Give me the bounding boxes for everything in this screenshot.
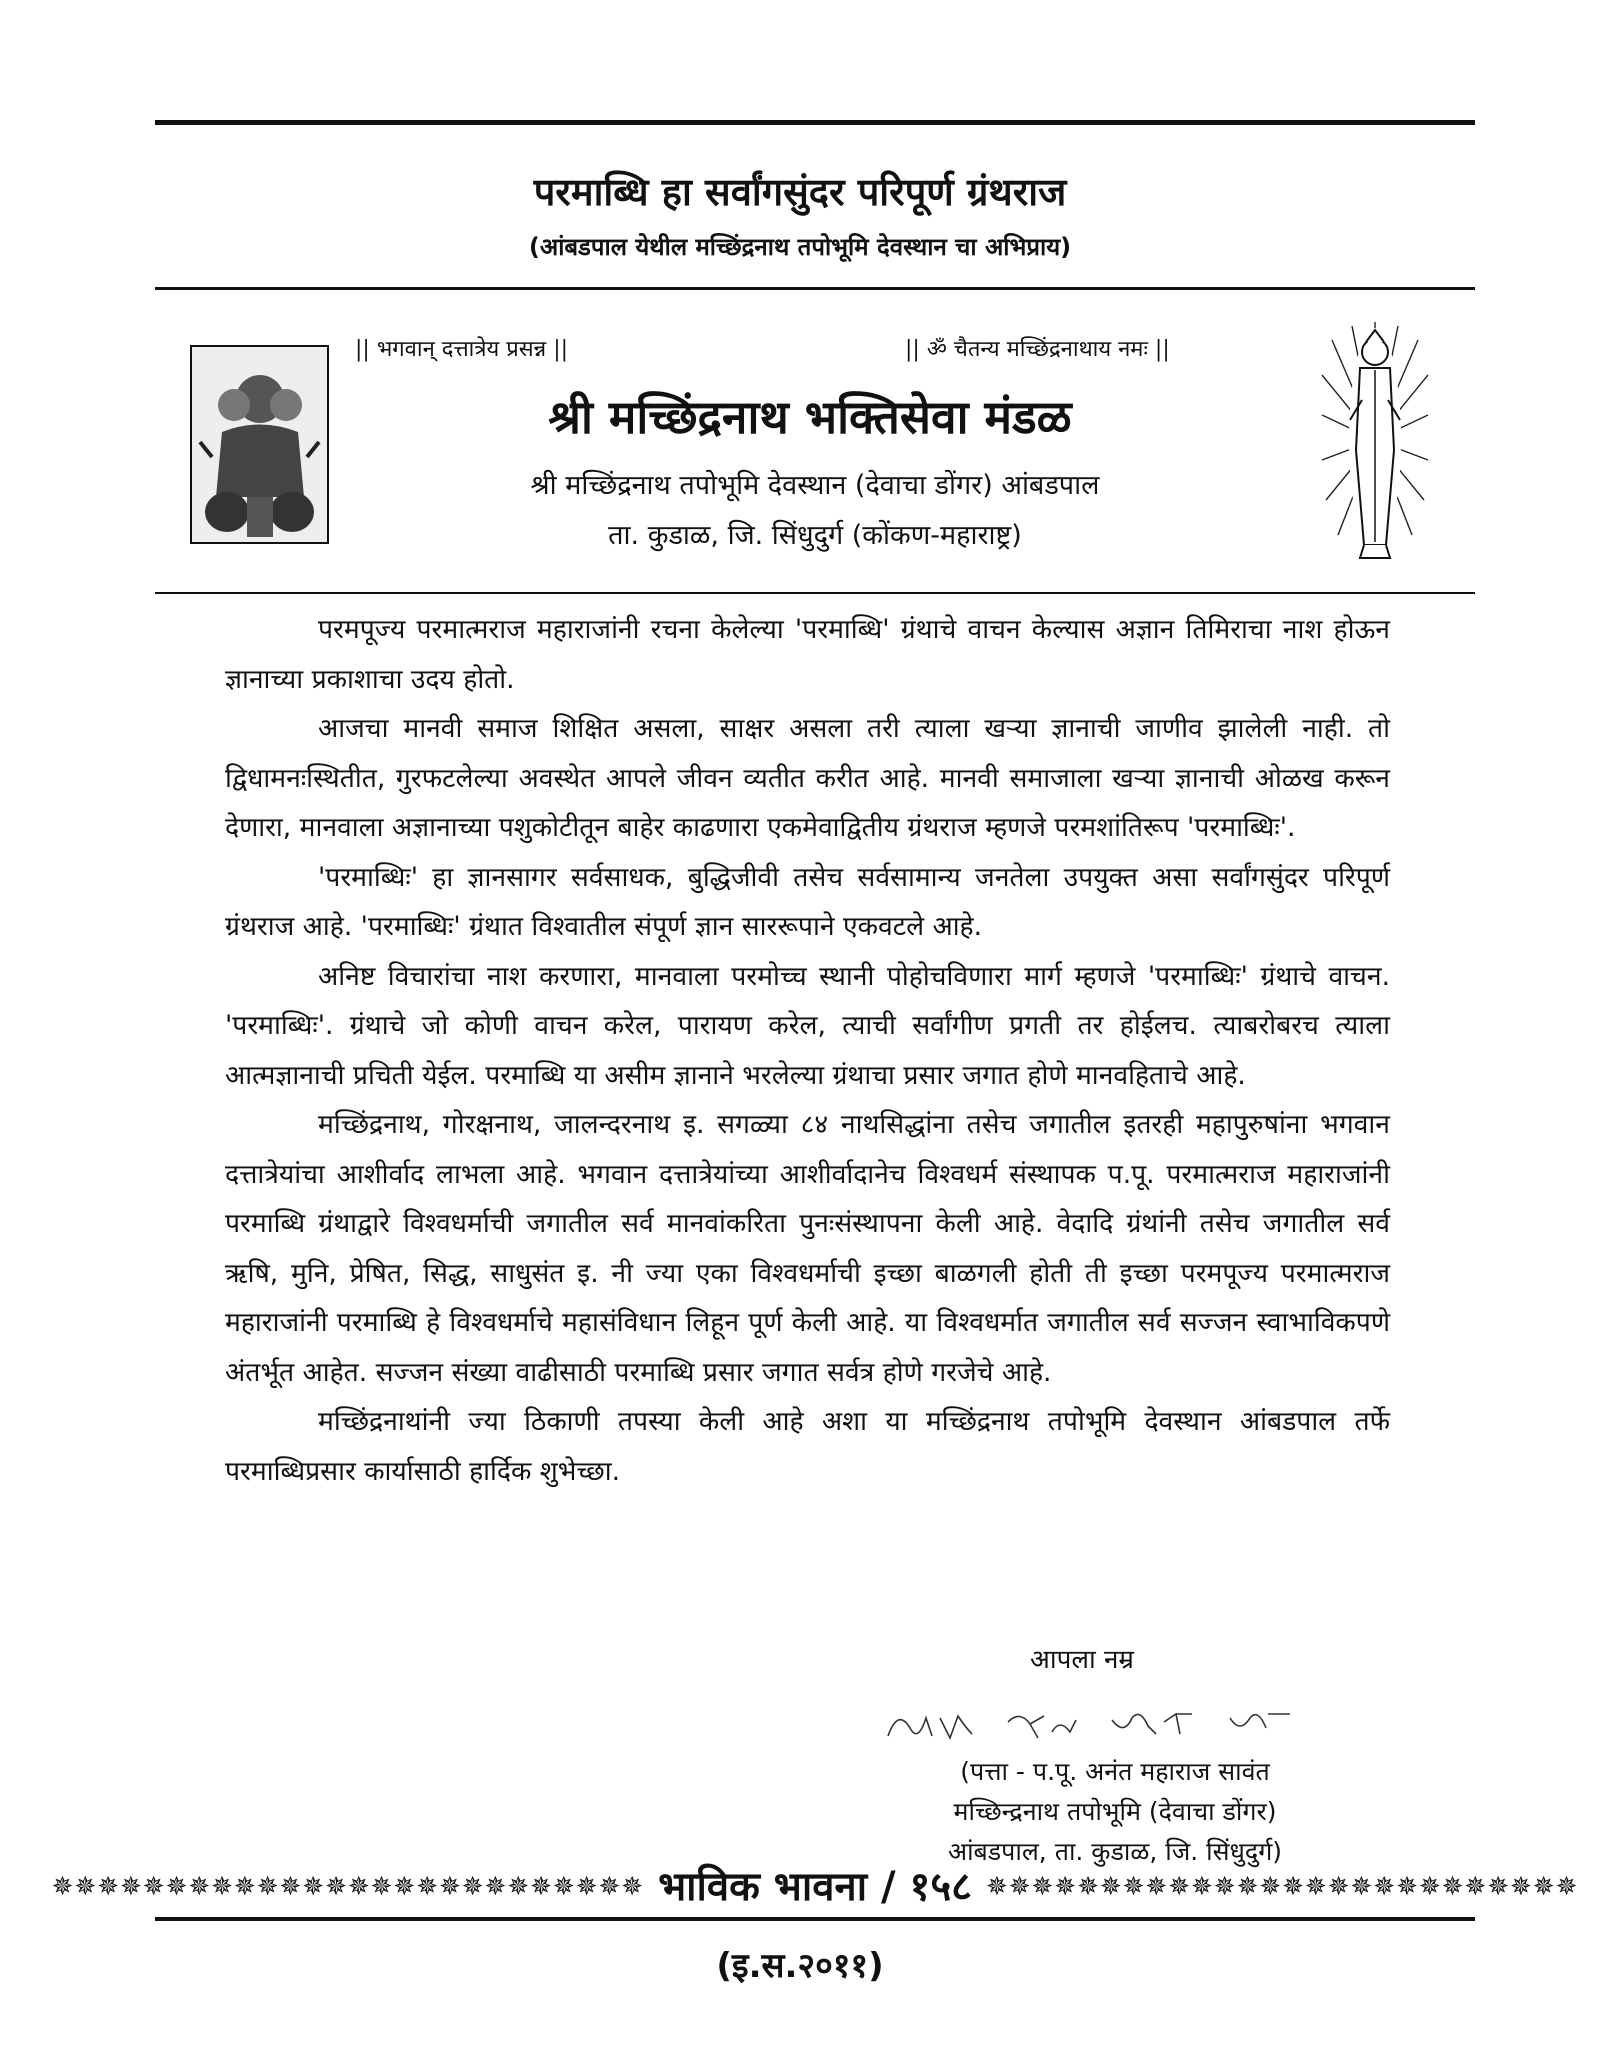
top-rule xyxy=(155,120,1475,125)
footer-rule xyxy=(155,1917,1475,1921)
paragraph: आजचा मानवी समाज शिक्षित असला, साक्षर असला तरी त्याला खऱ्या ज्ञानाची जाणीव झालेली नाही. तो द्विधामनःस्थितीत, गुरफटलेल्या अवस्थेत आपले जीवन व्यतीत करीत आहे. मानवी समाजाला खऱ्या ज्ञानाची ओळख करून देणारा, मानवाला अज्ञानाच्या पशुकोटीतून बाहेर काढणारा एकमेवाद्वितीय ग्रंथराज म्हणजे परमशांतिरूप 'परमाब्धिः'. xyxy=(225,713,1390,843)
paragraph: मच्छिंद्रनाथ, गोरक्षनाथ, जालन्दरनाथ इ. सगळ्या ८४ नाथसिद्धांना तसेच जगातील इतरही महापुरुषांना भगवान दत्तात्रेयांचा आशीर्वाद लाभला आहे. भगवान दत्तात्रेयांच्या आशीर्वादानेच विश्वधर्म संस्थापक प.पू. परमात्मराज महाराजांनी परमाब्धि ग्रंथाद्वारे विश्वधर्माची जगातील सर्व मानवांकरिता पुनःसंस्थापना केली आहे. वेदादि ग्रंथांनी तसेच जगातील सर्व ऋषि, मुनि, प्रेषित, सिद्ध, साधुसंत इ. नी ज्या एका विश्वधर्माची इच्छा बाळगली होती ती इच्छा परमपूज्य परमात्मराज महाराजांनी परमाब्धि हे विश्वधर्माचे महासंविधान लिहून पूर्ण केली आहे. या विश्वधर्मात जगातील सर्व सज्जन स्वाभाविकपणे अंतर्भूत आहेत. सज्जन संख्या वाढीसाठी परमाब्धि प्रसार जगात सर्वत्र होणे गरजेचे आहे. xyxy=(225,1109,1390,1388)
footer-title: भाविक भावना / १५८ xyxy=(658,1864,972,1910)
title-divider xyxy=(155,287,1475,290)
paragraph: अनिष्ट विचारांचा नाश करणारा, मानवाला परमोच्च स्थानी पोहोचविणारा मार्ग म्हणजे 'परमाब्धिः' ग्रंथाचे वाचन. 'परमाब्धिः'. ग्रंथाचे जो कोणी वाचन करेल, पारायण करेल, त्याची सर्वांगीण प्रगती तर होईलच. त्याबरोबरच त्याला आत्मज्ञानाची प्रचिती येईल. परमाब्धि या असीम ज्ञानाने भरलेल्या ग्रंथाचा प्रसार जगात होणे मानवहिताचे आहे. xyxy=(225,960,1390,1091)
star-border-right: ✵✵✵✵✵✵✵✵✵✵✵✵✵✵✵✵✵✵✵✵✵✵✵✵✵✵ xyxy=(985,1872,1579,1902)
signature xyxy=(880,1688,1300,1758)
invocation-left: || भगवान् दत्तात्रेय प्रसन्न || xyxy=(355,337,569,362)
star-border-left: ✵✵✵✵✵✵✵✵✵✵✵✵✵✵✵✵✵✵✵✵✵✵✵✵✵✵ xyxy=(51,1872,645,1902)
sender-address-line: (पत्ता - प.पू. अनंत महाराज सावंत xyxy=(960,1757,1270,1786)
invocation-right: || ॐ चैतन्य मच्छिंद्रनाथाय नमः || xyxy=(905,337,1170,362)
address-line-2: ता. कुडाळ, जि. सिंधुदुर्ग (कोंकण-महाराष्ट्र) xyxy=(608,520,1022,551)
footer-band xyxy=(51,1862,1579,1912)
address-line-1: श्री मच्छिंद्रनाथ तपोभूमि देवस्थान (देवाचा डोंगर) आंबडपाल xyxy=(530,470,1100,501)
paragraph: 'परमाब्धिः' हा ज्ञानसागर सर्वसाधक, बुद्धिजीवी तसेच सर्वसामान्य जनतेला उपयुक्त असा सर्वांगसुंदर परिपूर्ण ग्रंथराज आहे. 'परमाब्धिः' ग्रंथात विश्वातील संपूर्ण ज्ञान साररूपाने एकवटले आहे. xyxy=(225,861,1390,942)
paragraph: परमपूज्य परमात्मराज महाराजांनी रचना केलेल्या 'परमाब्धि' ग्रंथाचे वाचन केल्यास अज्ञान तिमिराचा नाश होऊन ज्ञानाच्या प्रकाशाचा उदय होतो. xyxy=(225,614,1390,695)
paragraph: मच्छिंद्रनाथांनी ज्या ठिकाणी तपस्या केली आहे अशा या मच्छिंद्रनाथ तपोभूमि देवस्थान आंबडपाल तर्फे परमाब्धिप्रसार कार्यासाठी हार्दिक शुभेच्छा. xyxy=(225,1406,1390,1487)
page-subtitle: (आंबडपाल येथील मच्छिंद्रनाथ तपोभूमि देवस्थान चा अभिप्राय) xyxy=(528,233,1072,261)
letter-body xyxy=(225,605,1390,1496)
sender-address-line: मच्छिन्द्रनाथ तपोभूमि (देवाचा डोंगर) xyxy=(953,1797,1277,1826)
footer-date: (इ.स.२०११) xyxy=(716,1946,884,1986)
page-title: परमाब्धि हा सर्वांगसुंदर परिपूर्ण ग्रंथराज xyxy=(533,170,1067,214)
closing-salutation: आपला नम्र xyxy=(1030,1645,1134,1675)
saint-image xyxy=(1320,320,1430,565)
letterhead-divider xyxy=(155,592,1475,594)
organization-name: श्री मच्छिंद्रनाथ भक्तिसेवा मंडळ xyxy=(548,390,1072,444)
sender-address-line: आंबडपाल, ता. कुडाळ, जि. सिंधुदुर्ग) xyxy=(947,1837,1283,1866)
sender-address xyxy=(905,1752,1325,1872)
